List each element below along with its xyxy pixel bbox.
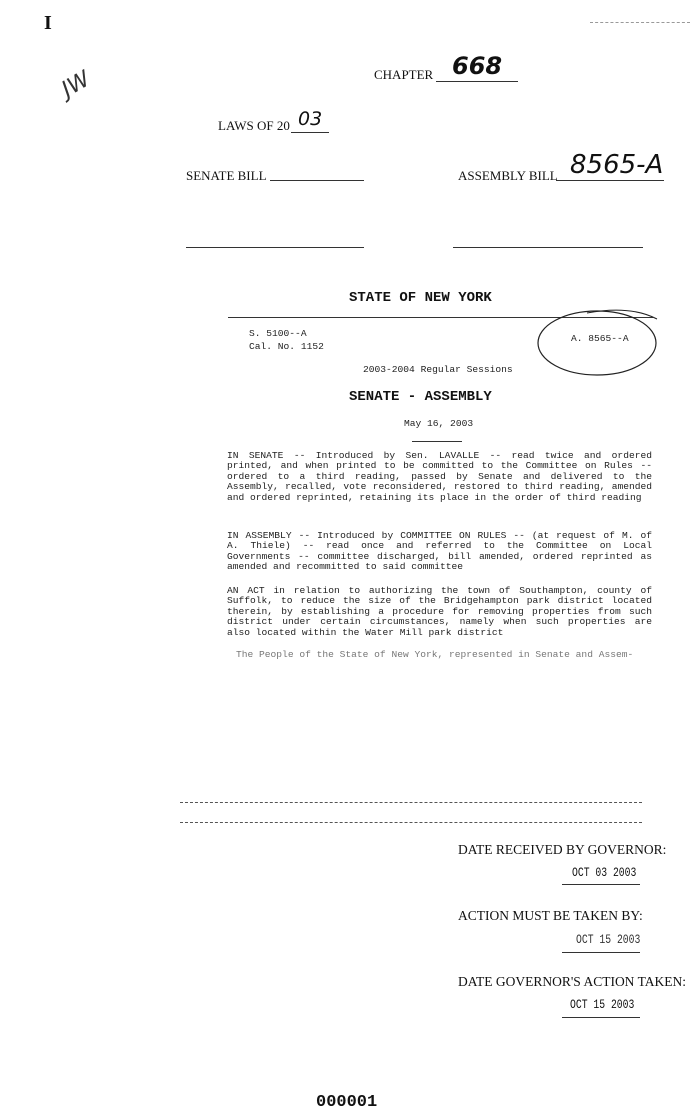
assembly-action-text: -- Introduced by COMMITTEE ON RULES -- (at request of M. of A. Thiele) -- read once and referred to the Committee on Local Governments -- committee discharged, bill amended, ordered reprinted as amended and recommitted to said committee (227, 530, 652, 573)
taken-label: DATE GOVERNOR'S ACTION TAKEN: (458, 974, 686, 989)
corner-mark: I (44, 12, 52, 34)
bill-date: May 16, 2003 (404, 418, 474, 429)
assembly-bill-value: 8565-A (570, 150, 664, 180)
act-paragraph (227, 586, 652, 638)
date-rule (412, 441, 462, 442)
action-stamp: OCT 15 2003 (576, 932, 641, 947)
senate-action-text: -- Introduced by Sen. LAVALLE -- read twice and ordered printed, and when printed to be committed to the Committee on Rules -- ordered to a third reading, passed by Senate and delivered to the Assembly, recalled, vote reconsidered, restored to third reading, amended and ordered reprinted, retaining its place in the order of third reading (227, 450, 652, 503)
senate-bill-label: SENATE BILL (186, 168, 267, 183)
assembly-bill-label: ASSEMBLY BILL (458, 168, 558, 183)
act-lead: AN ACT (227, 585, 265, 596)
act-text: in relation to authorizing the town of Southampton, county of Suffolk, to reduce the size of the Bridgehampton park district located therein, by establishing a procedure for removing properties from such district under certain circumstances, namely when such properties are also located within the Water Mill park district (227, 585, 652, 638)
taken-underline (562, 1017, 640, 1018)
senate-action-paragraph (227, 451, 652, 503)
received-underline (562, 884, 640, 885)
handwritten-initials: JW (57, 66, 95, 103)
chamber-title: SENATE - ASSEMBLY (349, 389, 492, 405)
assembly-number: A. 8565--A (571, 333, 629, 344)
senate-bill-underline (270, 180, 364, 181)
blank-line-left (186, 247, 364, 248)
chapter-label: CHAPTER (374, 67, 434, 82)
received-label: DATE RECEIVED BY GOVERNOR: (458, 842, 667, 857)
blank-line-right (453, 247, 643, 248)
laws-year: 03 (298, 108, 323, 130)
laws-label: LAWS OF 20 (218, 118, 290, 133)
action-underline (562, 952, 640, 953)
separator-line-1 (180, 802, 642, 803)
assembly-bill-underline (556, 180, 664, 181)
chapter-underline (436, 81, 518, 82)
action-label: ACTION MUST BE TAKEN BY: (458, 908, 643, 923)
received-stamp: OCT 03 2003 (572, 865, 637, 880)
laws-underline (291, 132, 329, 133)
chapter-number: 668 (452, 52, 503, 80)
state-title: STATE OF NEW YORK (349, 290, 492, 306)
senate-number: S. 5100--A (249, 328, 307, 339)
cutoff-line: The People of the State of New York, represented in Senate and Assem- (236, 649, 634, 660)
taken-stamp: OCT 15 2003 (570, 997, 635, 1012)
page-number: 000001 (316, 1093, 378, 1112)
senate-action-lead: IN SENATE (227, 450, 284, 461)
top-right-dashes (590, 22, 690, 23)
assembly-action-lead: IN ASSEMBLY (227, 530, 292, 541)
session: 2003-2004 Regular Sessions (363, 364, 513, 375)
calendar-number: Cal. No. 1152 (249, 341, 324, 352)
separator-line-2 (180, 822, 642, 823)
assembly-action-paragraph (227, 531, 652, 573)
